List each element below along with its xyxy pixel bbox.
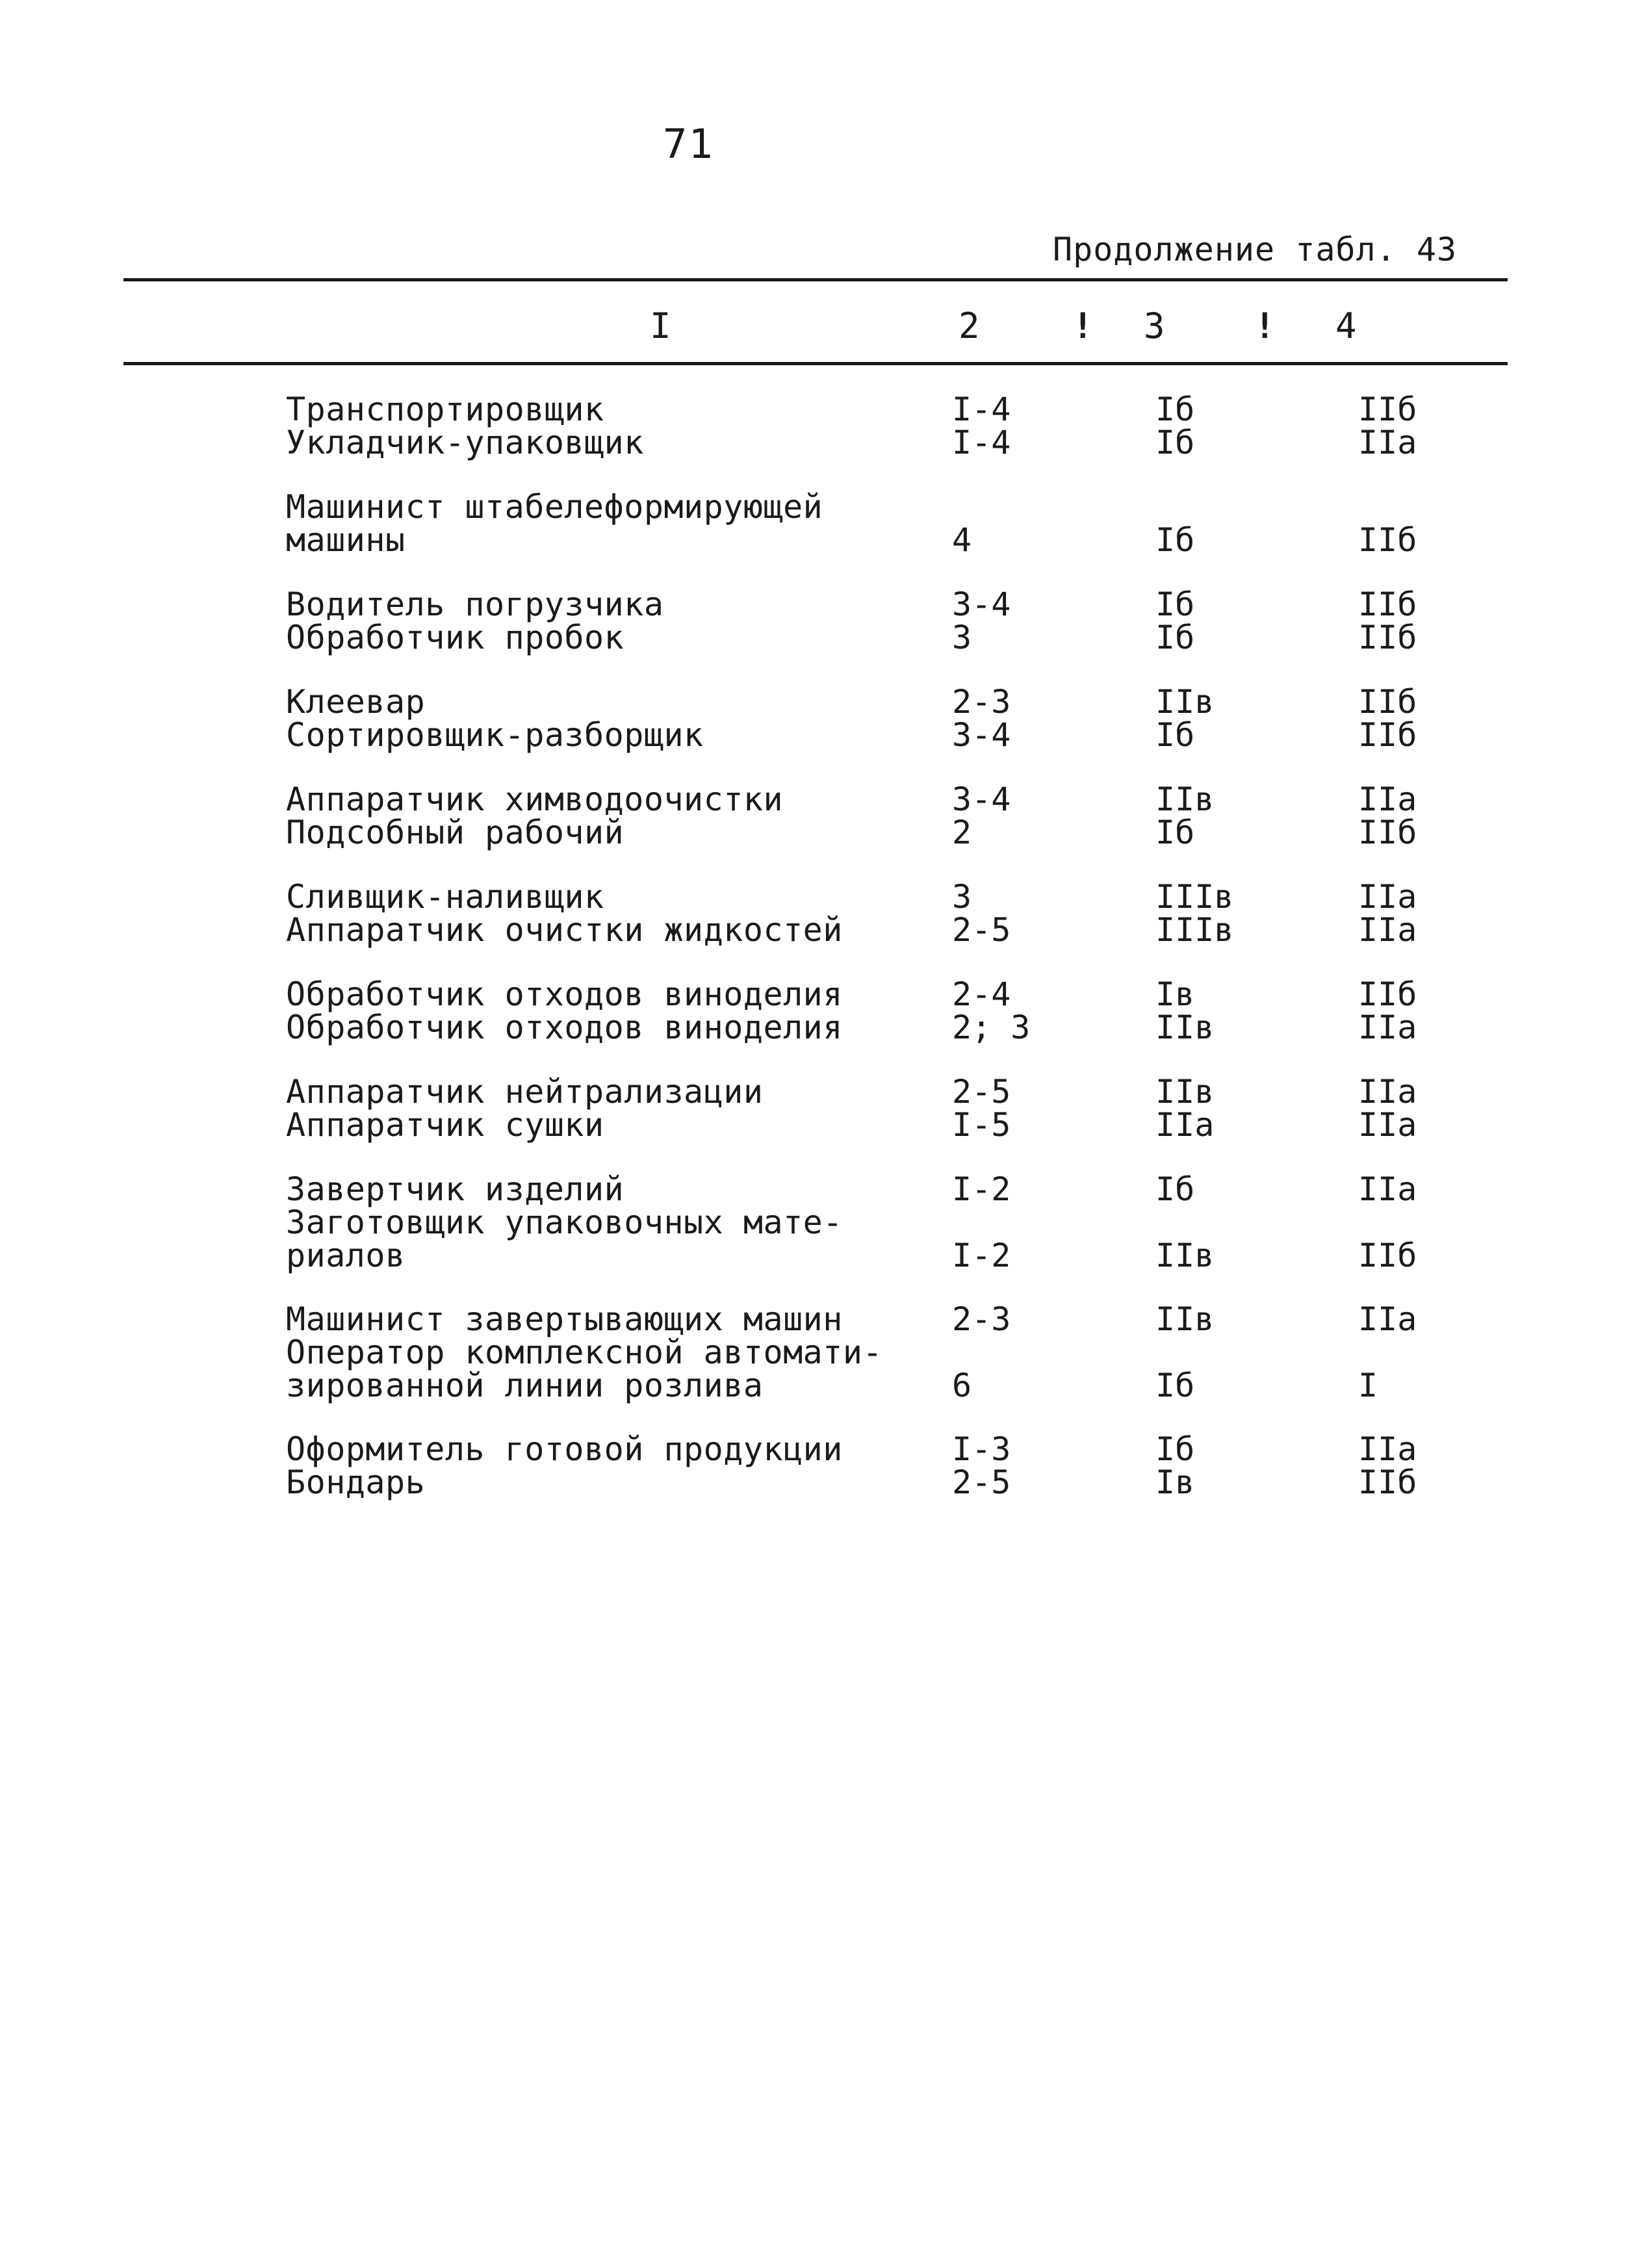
table-row-group (0, 975, 1635, 1046)
table-row (0, 1369, 1635, 1402)
profession-name: зированной линии розлива (286, 1367, 764, 1404)
header-col2: 2 (959, 305, 980, 346)
profession-name: Машинист завертывающих машин (286, 1300, 843, 1338)
col3-value: IIв (1155, 1300, 1215, 1338)
col4-value: IIа (1358, 424, 1417, 461)
col4-value: IIб (1358, 716, 1417, 754)
col4-value: IIа (1358, 911, 1417, 949)
col4-value: I (1358, 1367, 1378, 1404)
table-row (0, 1011, 1635, 1044)
col2-value: 2; 3 (952, 1009, 1031, 1046)
col4-value: IIа (1358, 1009, 1417, 1046)
profession-name: Аппаратчик сушки (286, 1106, 604, 1144)
col2-value: 2-5 (952, 1073, 1011, 1111)
col4-value: IIа (1358, 1430, 1417, 1468)
col2-value: 2 (952, 814, 972, 851)
col2-value: 2-3 (952, 1300, 1011, 1338)
table-row-group (0, 393, 1635, 459)
table-row-group (0, 1170, 1635, 1274)
col3-value: Iб (1155, 521, 1195, 559)
col4-value: IIа (1358, 1300, 1417, 1338)
col3-value: IIа (1155, 1106, 1215, 1144)
header-separator-1: ! (1072, 305, 1094, 346)
col3-value: IIIв (1155, 911, 1234, 949)
col2-value: 3-4 (952, 586, 1011, 623)
col2-value: 3 (952, 878, 972, 916)
col3-value: Iб (1155, 424, 1195, 461)
table-continuation-label: Продолжение табл. 43 (1053, 231, 1458, 268)
page-number: 71 (663, 120, 714, 168)
col2-value: 2-5 (952, 911, 1011, 949)
table-row (0, 1336, 1635, 1369)
col3-value: Iб (1155, 586, 1195, 623)
col2-value: I-5 (952, 1106, 1011, 1144)
table-row (0, 621, 1635, 654)
table-row-group (0, 588, 1635, 654)
profession-name: Оформитель готовой продукции (286, 1430, 843, 1468)
table-row-group (0, 1073, 1635, 1144)
table-row-group (0, 683, 1635, 754)
profession-name: Клеевар (286, 683, 426, 721)
col4-value: IIа (1358, 878, 1417, 916)
profession-name: Обработчик пробок (286, 619, 624, 656)
profession-name: Сортировщик-разборщик (286, 716, 704, 754)
col3-value: Iв (1155, 975, 1195, 1013)
header-col3: 3 (1144, 305, 1165, 346)
table-row (0, 426, 1635, 459)
profession-name: Заготовщик упаковочных мате- (286, 1204, 843, 1241)
header-separator-2: ! (1254, 305, 1276, 346)
table-row (0, 716, 1635, 754)
table-row-group (0, 780, 1635, 851)
col2-value: 3 (952, 619, 972, 656)
col3-value: Iб (1155, 814, 1195, 851)
profession-name: Подсобный рабочий (286, 814, 624, 851)
table-row-group (0, 878, 1635, 949)
col4-value: IIб (1358, 391, 1417, 428)
profession-name: риалов (286, 1237, 406, 1274)
col3-value: IIв (1155, 683, 1215, 721)
col3-value: Iб (1155, 619, 1195, 656)
col3-value: IIв (1155, 1237, 1215, 1274)
table-row (0, 878, 1635, 916)
profession-name: машины (286, 521, 406, 559)
col4-value: IIа (1358, 1170, 1417, 1208)
col2-value: 6 (952, 1367, 972, 1404)
col2-value: 2-4 (952, 975, 1011, 1013)
col4-value: IIб (1358, 586, 1417, 623)
table-row-group (0, 1300, 1635, 1404)
table-row (0, 1463, 1635, 1501)
col2-value: I-2 (952, 1237, 1011, 1274)
col3-value: IIIв (1155, 878, 1234, 916)
profession-name: Завертчик изделий (286, 1170, 624, 1208)
profession-name: Транспортировщик (286, 391, 604, 428)
col4-value: IIб (1358, 1463, 1417, 1501)
col2-value: 3-4 (952, 780, 1011, 818)
col3-value: IIв (1155, 1073, 1215, 1111)
col2-value: 2-5 (952, 1463, 1011, 1501)
col2-value: I-2 (952, 1170, 1011, 1208)
table-row (0, 1170, 1635, 1208)
table-row (0, 683, 1635, 721)
table-row (0, 393, 1635, 426)
table-row (0, 975, 1635, 1013)
col3-value: Iб (1155, 1170, 1195, 1208)
col4-value: IIб (1358, 683, 1417, 721)
profession-name: Водитель погрузчика (286, 586, 664, 623)
profession-name: Аппаратчик нейтрализации (286, 1073, 764, 1111)
table-row-group (0, 488, 1635, 559)
col3-value: IIв (1155, 780, 1215, 818)
col4-value: IIб (1358, 975, 1417, 1013)
col4-value: IIа (1358, 1106, 1417, 1144)
table-row-group (0, 1430, 1635, 1501)
col3-value: Iб (1155, 716, 1195, 754)
table-row (0, 1106, 1635, 1144)
table-row (0, 1430, 1635, 1468)
col3-value: Iб (1155, 391, 1195, 428)
header-col4: 4 (1335, 305, 1357, 346)
col2-value: 2-3 (952, 683, 1011, 721)
col4-value: IIа (1358, 780, 1417, 818)
col2-value: 3-4 (952, 716, 1011, 754)
col2-value: I-4 (952, 391, 1011, 428)
col2-value: 4 (952, 521, 972, 559)
table-row (0, 816, 1635, 849)
profession-name: Обработчик отходов виноделия (286, 1009, 843, 1046)
table-row (0, 1206, 1635, 1239)
col3-value: Iб (1155, 1430, 1195, 1468)
col3-value: Iв (1155, 1463, 1195, 1501)
table-row (0, 488, 1635, 526)
col4-value: IIб (1358, 1237, 1417, 1274)
col3-value: Iб (1155, 1367, 1195, 1404)
table-row (0, 588, 1635, 621)
col2-value: I-3 (952, 1430, 1011, 1468)
table-row (0, 780, 1635, 818)
col4-value: IIа (1358, 1073, 1417, 1111)
table-row (0, 521, 1635, 559)
table-bottom-rule (123, 362, 1508, 365)
col3-value: IIв (1155, 1009, 1215, 1046)
profession-name: Аппаратчик химводоочистки (286, 780, 784, 818)
table-row (0, 1300, 1635, 1338)
profession-name: Оператор комплексной автомати- (286, 1334, 883, 1371)
profession-name: Сливщик-наливщик (286, 878, 604, 916)
profession-name: Машинист штабелеформирующей (286, 488, 823, 526)
table-row (0, 911, 1635, 949)
profession-name: Обработчик отходов виноделия (286, 975, 843, 1013)
header-col1: I (650, 305, 671, 346)
table-row (0, 1073, 1635, 1111)
col4-value: IIб (1358, 814, 1417, 851)
table-row (0, 1239, 1635, 1272)
profession-name: Укладчик-упаковщик (286, 424, 644, 461)
profession-name: Бондарь (286, 1463, 426, 1501)
table-top-rule (123, 278, 1508, 281)
col4-value: IIб (1358, 619, 1417, 656)
col2-value: I-4 (952, 424, 1011, 461)
profession-name: Аппаратчик очистки жидкостей (286, 911, 843, 949)
col4-value: IIб (1358, 521, 1417, 559)
